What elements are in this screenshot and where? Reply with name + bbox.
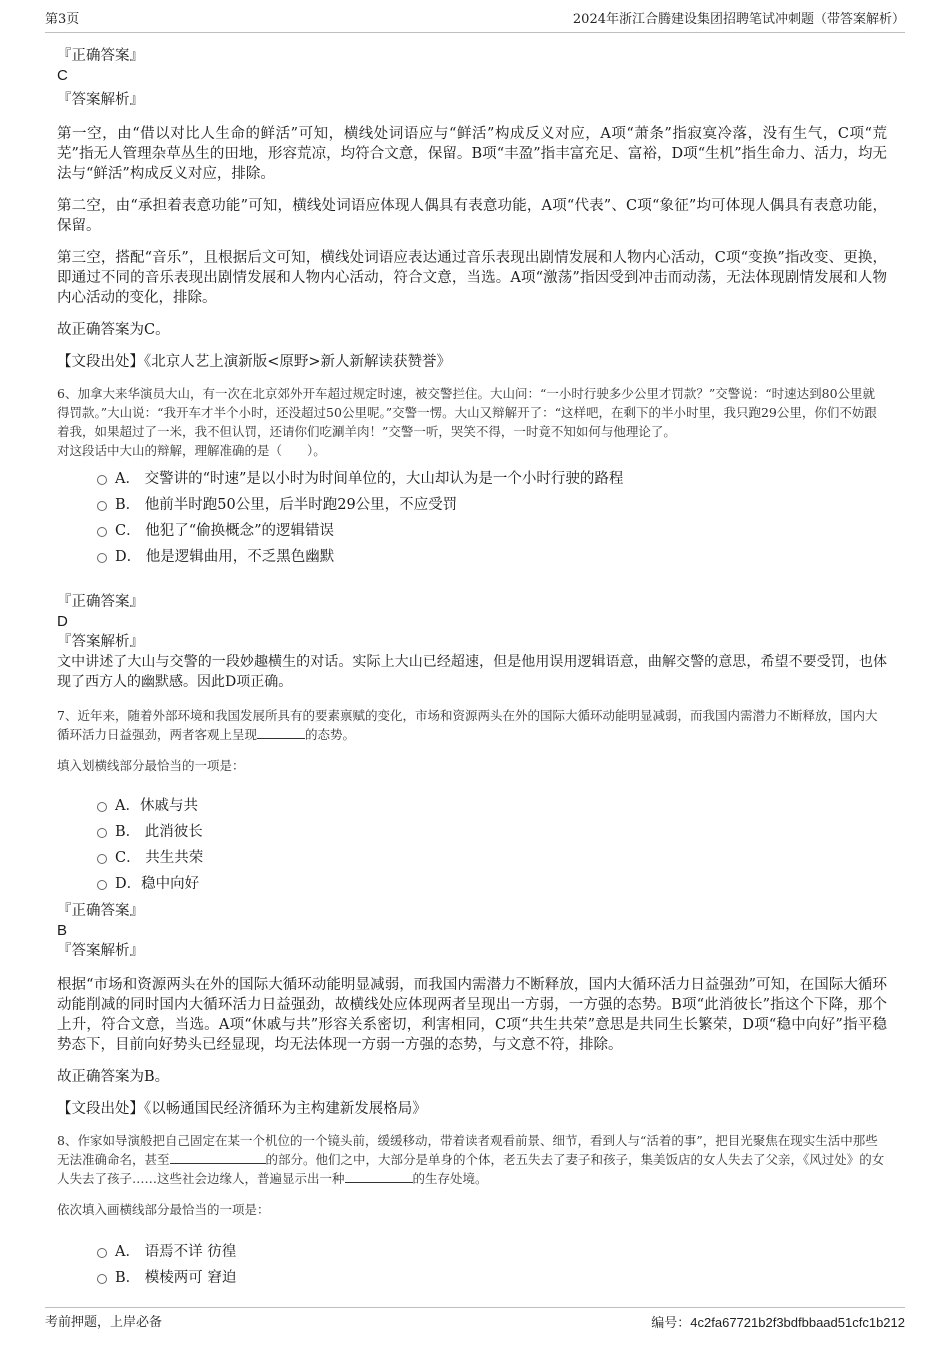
correct-answer-value: D — [57, 613, 68, 630]
option-item[interactable]: C． 他犯了“偷换概念”的逻辑错误 — [57, 518, 887, 544]
option-list — [57, 1239, 887, 1291]
radio-icon[interactable] — [97, 854, 107, 864]
radio-icon[interactable] — [97, 553, 107, 563]
correct-answer-value: B — [57, 922, 68, 939]
analysis-paragraph: 第一空，由“借以对比人生命的鲜活”可知，横线处词语应与“鲜活”构成反义对应，A项“萧条”指寂寞冷落，没有生气，C项“荒芜”指无人管理杂草丛生的田地，形容荒凉，均符合文意，保留。B项“丰盈”指丰富充足、富裕，D项“生机”指生命力、活力，均无法与“鲜活”构成反义对应，排除。 — [57, 126, 887, 182]
footer-slogan: 考前押题，上岸必备 — [45, 1315, 163, 1330]
conclusion-text: 故正确答案为C。 — [57, 322, 170, 338]
option-item[interactable]: A．休戚与共 — [57, 793, 887, 819]
question-stem: 6、加拿大来华演员大山，有一次在北京郊外开车超过规定时速，被交警拦住。大山问：“一小时行驶多少公里才罚款？”交警说：“时速达到80公里就得罚款。”大山说：“我开车才半个小时，还没超过50公里呢。”交警一愣。大山又辩解开了：“这样吧，在剩下的半小时里，我只跑29公里，你们不妨跟着我，如果超过了一米，我不但认罚，还请你们吃涮羊肉！”交警一听，哭笑不得，一时竟不知如何与他理论了。 — [57, 386, 877, 439]
radio-icon[interactable] — [97, 1248, 107, 1258]
option-item[interactable]: A． 交警讲的“时速”是以小时为时间单位的，大山却认为是一个小时行驶的路程 — [57, 466, 887, 492]
option-item[interactable]: B． 模棱两可 窘迫 — [57, 1265, 887, 1291]
correct-answer-label: 『正确答案』 — [57, 594, 144, 610]
correct-answer-value: C — [57, 67, 68, 84]
radio-icon[interactable] — [97, 880, 107, 890]
question-prompt: 对这段话中大山的辩解，理解准确的是（ ）。 — [57, 443, 326, 458]
source-citation: 【文段出处】《以畅通国民经济循环为主构建新发展格局》 — [57, 1101, 427, 1117]
conclusion-text: 故正确答案为B。 — [57, 1069, 170, 1085]
analysis-paragraph: 文中讲述了大山与交警的一段妙趣横生的对话。实际上大山已经超速，但是他用误用逻辑语意，曲解交警的意思，希望不要受罚，也体现了西方人的幽默感。因此D项正确。 — [57, 654, 887, 690]
fill-blank — [170, 1151, 266, 1164]
option-item[interactable]: D．稳中向好 — [57, 871, 887, 897]
page-header — [45, 8, 905, 33]
question-stem: 7、近年来，随着外部环境和我国发展所具有的要素禀赋的变化，市场和资源两头在外的国际大循环动能明显减弱，而我国内需潜力不断释放，国内大循环活力日益强劲，两者客观上呈现 的态势。 — [57, 708, 878, 742]
analysis-label: 『答案解析』 — [57, 943, 144, 959]
page-footer — [45, 1307, 905, 1334]
fill-blank — [345, 1170, 413, 1183]
option-list — [57, 793, 887, 897]
option-item[interactable]: B． 他前半时跑50公里，后半时跑29公里，不应受罚 — [57, 492, 887, 518]
radio-icon[interactable] — [97, 1274, 107, 1284]
option-item[interactable]: B． 此消彼长 — [57, 819, 887, 845]
document-code: 编号：4c2fa67721b2f3bdfbbaad51cfc1b212 — [651, 1315, 905, 1331]
radio-icon[interactable] — [97, 828, 107, 838]
option-item[interactable]: A． 语焉不详 彷徨 — [57, 1239, 887, 1265]
question-prompt: 填入划横线部分最恰当的一项是： — [57, 758, 245, 773]
analysis-paragraph: 第三空，搭配“音乐”，且根据后文可知，横线处词语应表达通过音乐表现出剧情发展和人物内心活动，C项“变换”指改变、更换，即通过不同的音乐表现出剧情发展和人物内心活动，符合文意，当选。A项“激荡”指因受到冲击而动荡，无法体现剧情发展和人物内心活动的变化，排除。 — [57, 250, 887, 306]
option-item[interactable]: D． 他是逻辑曲用，不乏黑色幽默 — [57, 544, 887, 570]
radio-icon[interactable] — [97, 527, 107, 537]
correct-answer-label: 『正确答案』 — [57, 903, 144, 919]
option-item[interactable]: C． 共生共荣 — [57, 845, 887, 871]
analysis-label: 『答案解析』 — [57, 92, 144, 108]
question-prompt: 依次填入画横线部分最恰当的一项是： — [57, 1202, 270, 1217]
analysis-paragraph: 根据“市场和资源两头在外的国际大循环动能明显减弱，而我国内需潜力不断释放，国内大循环活力日益强劲”可知，在国际大循环动能削减的同时国内大循环活力日益强劲，故横线处应体现两者呈现出一方弱，一方强的态势。B项“此消彼长”指这个下降，那个上升，符合文意，当选。A项“休戚与共”形容关系密切，利害相同，C项“共生共荣”意思是共同生长繁荣，D项“稳中向好”指平稳势态下，目前向好势头已经显现，均无法体现一方弱一方强的态势，与文意不符，排除。 — [57, 977, 887, 1053]
document-body — [57, 44, 887, 1291]
radio-icon[interactable] — [97, 501, 107, 511]
page-number: 第3页 — [45, 12, 80, 27]
source-citation: 【文段出处】《北京人艺上演新版<原野>新人新解读获赞誉》 — [57, 354, 452, 370]
analysis-paragraph: 第二空，由“承担着表意功能”可知，横线处词语应体现人偶具有表意功能，A项“代表”、C项“象征”均可体现人偶具有表意功能，保留。 — [57, 198, 887, 234]
radio-icon[interactable] — [97, 475, 107, 485]
option-list — [57, 466, 887, 570]
correct-answer-label: 『正确答案』 — [57, 48, 144, 64]
radio-icon[interactable] — [97, 802, 107, 812]
question-stem: 8、作家如导演般把自己固定在某一个机位的一个镜头前，缓缓移动，带着读者观看前景、细节，看到人与“活着的事”，把目光聚焦在现实生活中那些无法准确命名，甚至 的部分。他们之中，大部分是单身的个体，老五失去了妻子和孩子，集美饭店的女人失去了父亲，《风过处》的女人失去了孩子……这些社会边缘人，普遍显示出一种 的生存处境。 — [57, 1133, 885, 1186]
analysis-label: 『答案解析』 — [57, 634, 144, 650]
fill-blank — [257, 726, 305, 739]
document-title: 2024年浙江合腾建设集团招聘笔试冲刺题（带答案解析） — [572, 12, 905, 27]
